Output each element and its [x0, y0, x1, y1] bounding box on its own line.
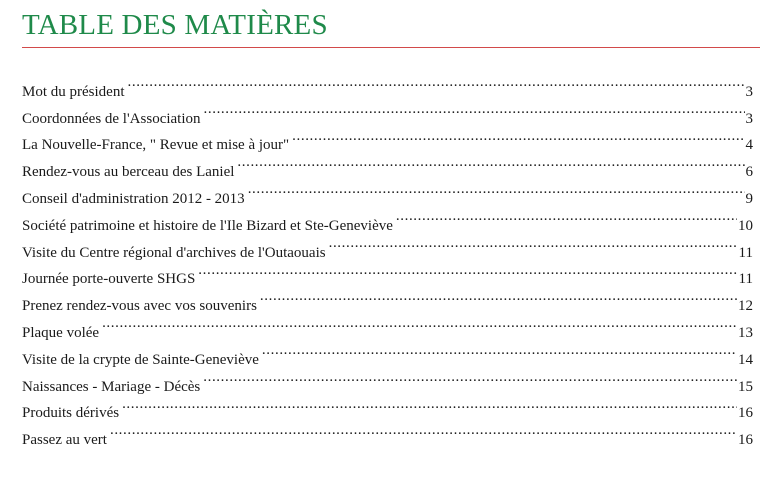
dot-leader	[128, 69, 745, 96]
toc-entry-page: 9	[745, 190, 753, 207]
toc-entry-title: Société patrimoine et histoire de l'Ile Bizard et Ste-Geneviève	[22, 217, 393, 234]
toc-entry-page: 4	[745, 137, 753, 154]
toc-entry-page: 15	[738, 378, 753, 395]
toc-entry-title: Passez au vert	[22, 432, 107, 449]
toc-list	[22, 69, 753, 449]
toc-entry-page: 3	[745, 110, 753, 127]
dot-leader	[248, 176, 745, 203]
toc-entry-title: Mot du président	[22, 83, 125, 100]
toc-entry-title: Visite de la crypte de Sainte-Geneviève	[22, 351, 259, 368]
dot-leader	[122, 391, 737, 418]
toc-entry	[22, 391, 753, 422]
toc-entry-page: 14	[738, 351, 753, 368]
dot-leader	[260, 283, 737, 310]
toc-entry-page: 16	[738, 432, 753, 449]
toc-entry-title: Prenez rendez-vous avec vos souvenirs	[22, 298, 257, 315]
toc-entry-page: 11	[738, 271, 753, 288]
dot-leader	[237, 149, 744, 176]
toc-entry-title: Conseil d'administration 2012 - 2013	[22, 190, 245, 207]
dot-leader	[198, 257, 737, 284]
toc-entry-title: Coordonnées de l'Association	[22, 110, 201, 127]
dot-leader	[292, 123, 744, 150]
dot-leader	[204, 96, 745, 123]
dot-leader	[110, 417, 737, 444]
toc-entry-title: Plaque volée	[22, 324, 100, 341]
dot-leader	[102, 310, 737, 337]
toc-entry-title: La Nouvelle-France, " Revue et mise à jour"	[22, 137, 290, 154]
toc-entry	[22, 337, 753, 368]
toc-entry-title: Produits dérivés	[22, 405, 120, 422]
toc-entry-page: 16	[738, 405, 753, 422]
dot-leader	[203, 364, 737, 391]
toc-entry-title: Naissances - Mariage - Décès	[22, 378, 201, 395]
toc-entry-title: Rendez-vous au berceau des Laniel	[22, 164, 235, 181]
toc-entry-page: 6	[745, 164, 753, 181]
toc-entry-page: 10	[738, 217, 753, 234]
page-title: TABLE DES MATIÈRES	[22, 9, 328, 41]
dot-leader	[262, 337, 737, 364]
toc-entry-title: Visite du Centre régional d'archives de l'Outaouais	[22, 244, 326, 261]
toc-entry-page: 12	[738, 298, 753, 315]
toc-entry	[22, 417, 753, 449]
toc-entry-page: 3	[745, 83, 753, 100]
toc-entry	[22, 69, 753, 100]
toc-entry	[22, 96, 753, 127]
dot-leader	[329, 230, 738, 257]
toc-entry-page: 13	[738, 324, 753, 341]
toc-entry-page: 11	[738, 244, 753, 261]
toc-entry-title: Journée porte-ouverte SHGS	[22, 271, 196, 288]
dot-leader	[396, 203, 737, 230]
title-divider	[22, 47, 760, 48]
toc-entry	[22, 310, 753, 341]
